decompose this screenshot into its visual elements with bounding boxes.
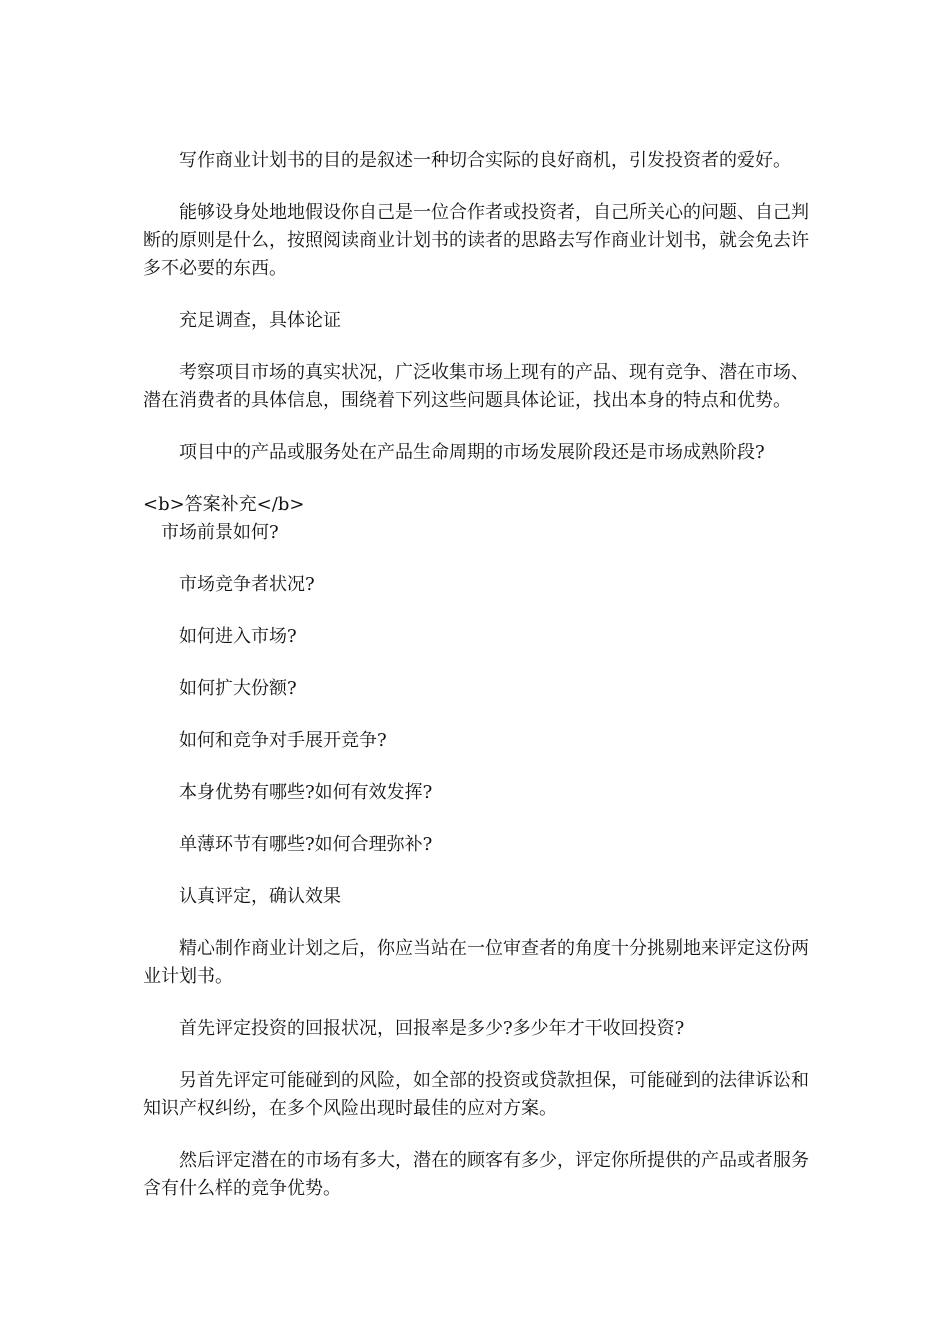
question-item: 如何和竞争对手展开竞争? — [179, 730, 387, 751]
paragraph: 写作商业计划书的目的是叙述一种切合实际的良好商机，引发投资者的爱好。 — [179, 150, 791, 171]
question-item: 如何扩大份额? — [179, 678, 297, 699]
question-item: 如何进入市场? — [179, 626, 297, 647]
question-item: 市场竞争者状况? — [179, 574, 315, 595]
question-item: 本身优势有哪些?如何有效发挥? — [179, 782, 433, 803]
raw-bold-tag-line: <b>答案补充</b> — [143, 494, 305, 515]
paragraph: 能够设身处地地假设你自己是一位合作者或投资者，自己所关心的问题、自己判断的原则是什么，按照阅读商业计划书的读者的思路去写作商业计划书，就会免去许多不必要的东西。 — [143, 202, 809, 279]
document-body — [143, 147, 813, 1227]
section-heading: 认真评定，确认效果 — [179, 886, 341, 907]
section-heading: 充足调查，具体论证 — [179, 310, 341, 331]
paragraph: 然后评定潜在的市场有多大，潜在的顾客有多少，评定你所提供的产品或者服务含有什么样的竞争优势。 — [143, 1150, 809, 1199]
paragraph: 考察项目市场的真实状况，广泛收集市场上现有的产品、现有竞争、潜在市场、潜在消费者的具体信息，围绕着下列这些问题具体论证，找出本身的特点和优势。 — [143, 362, 809, 411]
question-item: 单薄环节有哪些?如何合理弥补? — [179, 834, 433, 855]
paragraph: 精心制作商业计划之后，你应当站在一位审查者的角度十分挑剔地来评定这份两业计划书。 — [143, 938, 809, 987]
paragraph: 另首先评定可能碰到的风险，如全部的投资或贷款担保，可能碰到的法律诉讼和知识产权纠纷，在多个风险出现时最佳的应对方案。 — [143, 1070, 809, 1119]
question-item: 市场前景如何? — [161, 522, 279, 543]
paragraph: 项目中的产品或服务处在产品生命周期的市场发展阶段还是市场成熟阶段? — [179, 442, 765, 463]
paragraph: 首先评定投资的回报状况，回报率是多少?多少年才干收回投资? — [179, 1018, 685, 1039]
